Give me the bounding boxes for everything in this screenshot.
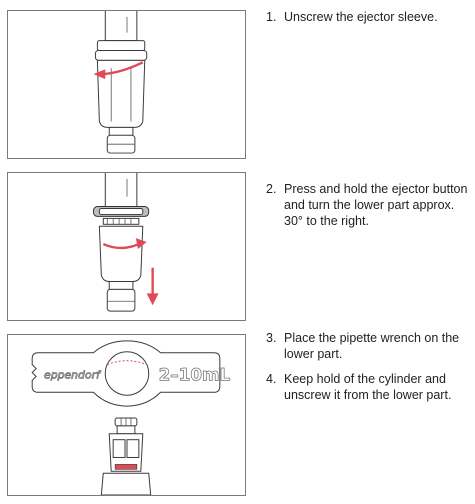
pipette-illustration-1 [8,11,245,158]
figure-press-and-turn [7,172,246,321]
step-text: Press and hold the ejector button and turn the lower part approx. 30° to the right. [284,182,468,228]
wrench-brand-text: eppendorf [44,368,100,382]
step-number: 3. [266,331,277,345]
step-2 [266,181,471,229]
step-text: Unscrew the ejector sleeve. [284,10,438,24]
step-text: Place the pipette wrench on the lower part. [284,331,460,361]
pipette-illustration-2 [8,173,245,320]
step-text-column-3-4 [266,330,471,412]
step-text-column-1 [266,9,471,34]
step-4 [266,371,471,403]
step-number: 2. [266,182,277,196]
figure-pipette-wrench [7,334,246,496]
pipette-illustration-3 [8,335,245,495]
wrench-size-text: 2–10mL [158,364,231,385]
figure-unscrew-ejector-sleeve [7,10,246,159]
step-number: 4. [266,372,277,386]
step-3 [266,330,471,362]
step-text: Keep hold of the cylinder and unscrew it from the lower part. [284,372,452,402]
step-number: 1. [266,10,277,24]
step-text-column-2 [266,181,471,238]
step-1 [266,9,471,25]
